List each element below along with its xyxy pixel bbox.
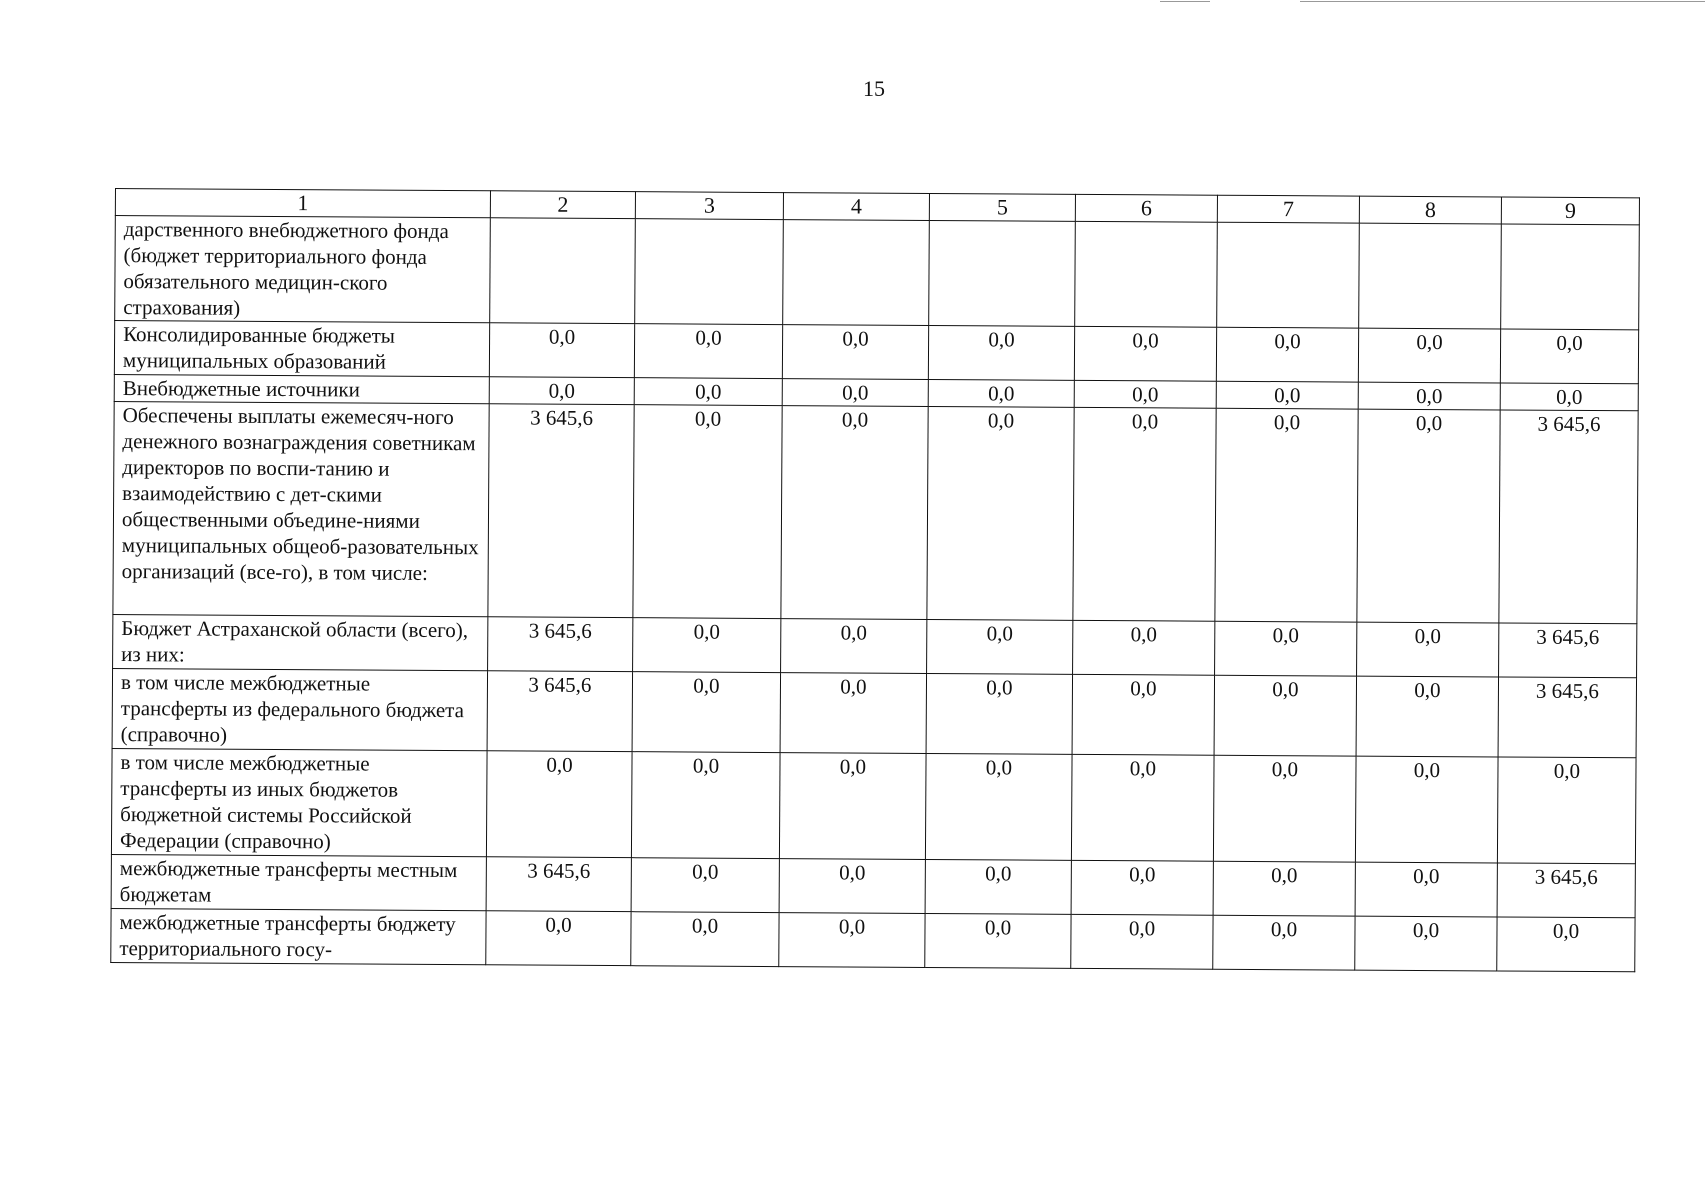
scan-edge-line	[1300, 1, 1705, 2]
table-cell: 0,0	[782, 379, 928, 407]
row-label: межбюджетные трансферты бюджету территориального госу-	[111, 908, 486, 964]
table-cell: 0,0	[1074, 380, 1216, 408]
table-cell: 0,0	[1213, 755, 1356, 862]
table-cell: 0,0	[928, 379, 1074, 407]
column-header: 6	[1075, 194, 1217, 222]
table-cell: 3 645,6	[488, 617, 633, 672]
table-cell: 0,0	[925, 913, 1071, 968]
table-cell: 0,0	[1072, 674, 1214, 755]
table-cell: 0,0	[1073, 407, 1216, 621]
table-cell: 0,0	[1356, 676, 1498, 757]
table-cell: 0,0	[1071, 914, 1213, 969]
table-cell: 0,0	[1500, 383, 1638, 411]
table-cell	[1359, 223, 1502, 329]
table-cell: 0,0	[780, 673, 926, 754]
table-cell: 0,0	[1497, 917, 1635, 972]
table-cell: 0,0	[779, 913, 925, 968]
table-cell: 0,0	[489, 323, 634, 378]
table-cell: 0,0	[781, 619, 927, 674]
table-cell	[929, 220, 1076, 326]
table-row	[111, 854, 1635, 917]
table-row	[114, 321, 1638, 384]
column-header: 1	[115, 189, 490, 218]
table-cell: 0,0	[1355, 756, 1498, 863]
table-cell: 0,0	[1215, 621, 1357, 676]
table-cell: 0,0	[1071, 860, 1213, 915]
table-cell: 0,0	[925, 859, 1071, 914]
table-cell: 0,0	[1357, 622, 1499, 677]
table-cell: 0,0	[1073, 620, 1215, 675]
row-label: Обеспечены выплаты ежемесяч-ного денежного вознаграждения советникам директоров по воспи-танию и взаимодействию с дет-скими общественными объедине-ниями муниципальных общеоб-разовательных организаций (все-го), в том числе:	[113, 401, 489, 616]
table-row	[111, 748, 1636, 863]
table-cell: 0,0	[632, 672, 780, 753]
table-cell: 0,0	[486, 911, 631, 966]
table-row	[115, 216, 1640, 330]
row-label: Консолидированные бюджеты муниципальных образований	[114, 321, 489, 377]
table-cell: 0,0	[486, 751, 632, 858]
column-header: 4	[783, 193, 929, 221]
table-cell: 0,0	[1215, 408, 1358, 622]
table-cell: 0,0	[634, 378, 782, 406]
table-cell: 0,0	[1213, 915, 1355, 970]
table-cell: 3 645,6	[486, 857, 631, 912]
table-cell: 0,0	[633, 618, 781, 673]
table-cell: 3 645,6	[488, 404, 634, 618]
table-cell: 0,0	[634, 324, 782, 379]
table-cell: 0,0	[928, 325, 1074, 380]
table-cell: 0,0	[927, 406, 1074, 620]
column-header: 5	[929, 193, 1075, 221]
column-header: 7	[1217, 195, 1359, 223]
row-label: в том числе межбюджетные трансферты из иных бюджетов бюджетной системы Российской Федерации (справочно)	[111, 748, 487, 856]
table-cell: 0,0	[782, 325, 928, 380]
table-row	[113, 401, 1638, 623]
row-label: межбюджетные трансферты местным бюджетам	[111, 854, 486, 910]
table-cell: 3 645,6	[1497, 863, 1635, 918]
table-cell: 0,0	[1355, 916, 1497, 971]
table-cell: 0,0	[779, 859, 925, 914]
table-cell: 3 645,6	[1498, 677, 1636, 758]
table-cell: 0,0	[925, 753, 1072, 860]
table-cell: 0,0	[633, 405, 782, 619]
table-cell: 0,0	[1497, 757, 1636, 864]
table-cell: 0,0	[1074, 326, 1216, 381]
row-label: в том числе межбюджетные трансферты из федерального бюджета (справочно)	[112, 668, 487, 750]
table-cell: 0,0	[1358, 328, 1500, 383]
budget-table	[110, 188, 1640, 972]
table-cell: 0,0	[1216, 327, 1358, 382]
table-cell: 0,0	[1216, 381, 1358, 409]
table-cell: 0,0	[489, 377, 634, 405]
column-header: 3	[635, 192, 783, 220]
table-cell: 0,0	[631, 858, 779, 913]
column-header: 9	[1501, 197, 1639, 225]
table-cell: 0,0	[1500, 329, 1638, 384]
table-cell: 0,0	[1358, 382, 1500, 410]
table-cell	[490, 218, 636, 324]
table-cell: 0,0	[1071, 754, 1214, 861]
table-cell	[783, 220, 930, 326]
scan-edge-line	[1160, 1, 1210, 2]
table-cell: 0,0	[631, 912, 779, 967]
page-number: 15	[863, 76, 885, 101]
table-cell: 3 645,6	[487, 671, 632, 752]
table-cell: 0,0	[781, 406, 928, 620]
table-row	[112, 668, 1636, 757]
table-row	[111, 908, 1635, 971]
row-label: Внебюджетные источники	[114, 374, 489, 403]
table-cell: 0,0	[1355, 862, 1497, 917]
table-cell: 0,0	[1213, 861, 1355, 916]
column-header: 8	[1359, 196, 1501, 224]
table-row	[113, 614, 1637, 677]
table-cell	[635, 219, 784, 325]
column-header: 2	[490, 191, 635, 219]
table-cell	[1501, 224, 1640, 330]
table-cell: 0,0	[779, 753, 926, 860]
row-label: Бюджет Астраханской области (всего), из них:	[113, 614, 488, 670]
table-cell: 0,0	[631, 752, 780, 859]
table-cell: 3 645,6	[1499, 623, 1637, 678]
table-cell: 0,0	[926, 673, 1072, 754]
table-cell: 0,0	[1214, 675, 1356, 756]
table-cell: 0,0	[1357, 409, 1500, 623]
table-cell: 0,0	[927, 619, 1073, 674]
row-label: дарственного внебюджетного фонда (бюджет территориального фонда обязательного медицин-ского страхования)	[115, 216, 491, 323]
table-cell: 3 645,6	[1499, 410, 1638, 624]
table-cell	[1217, 222, 1360, 328]
table-cell	[1075, 221, 1218, 327]
